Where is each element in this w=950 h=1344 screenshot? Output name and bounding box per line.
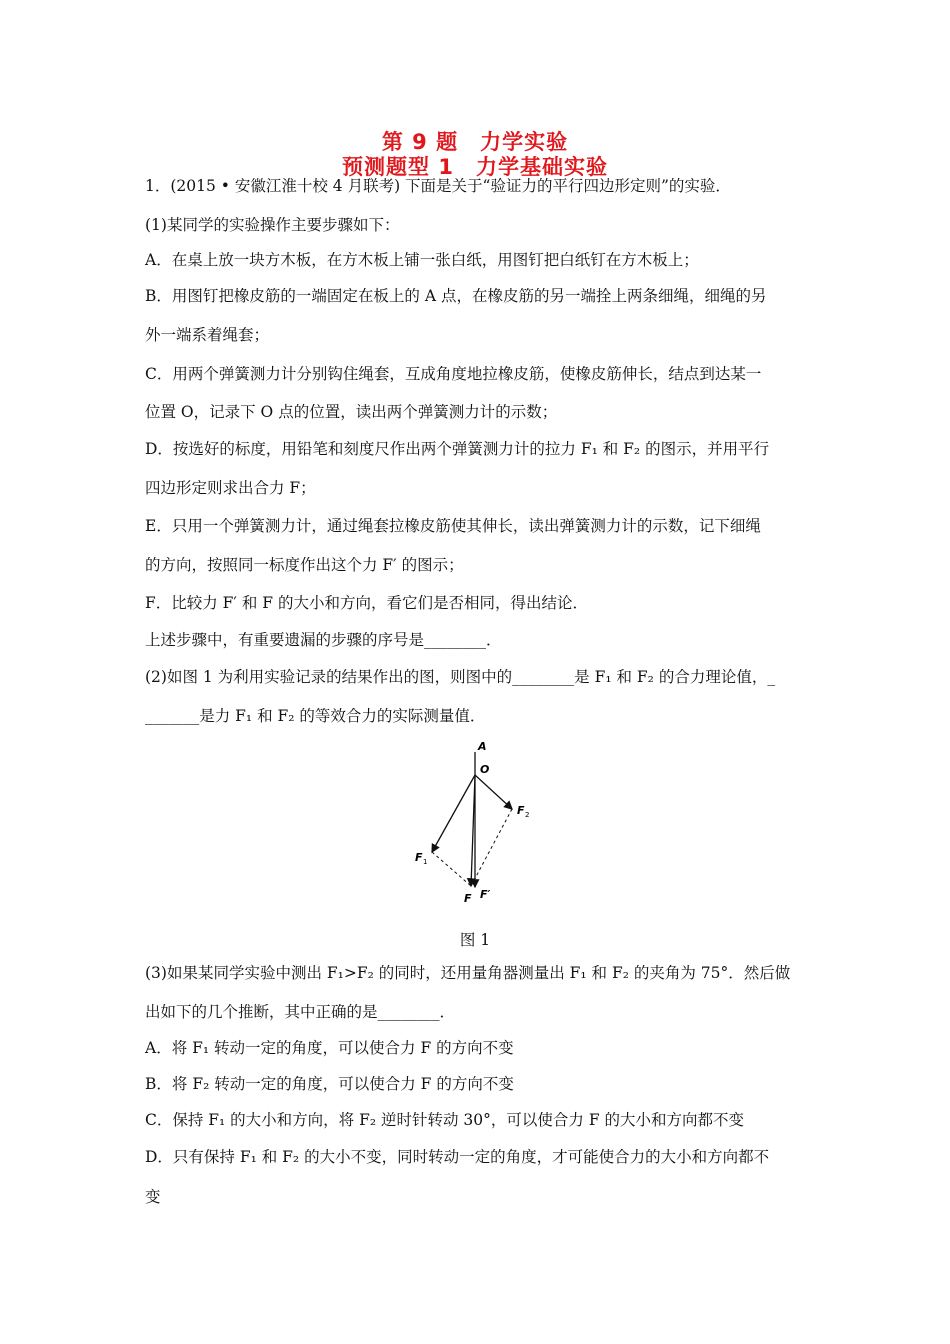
label-f1: F — [415, 851, 423, 864]
label-f-prime: F′ — [480, 888, 491, 901]
step-d-cont: 四边形定则求出合力 F； — [145, 479, 316, 497]
option-a: A．将 F₁ 转动一定的角度，可以使合力 F 的方向不变 — [145, 1039, 514, 1057]
step-a: A．在桌上放一块方木板，在方木板上铺一张白纸，用图钉把白纸钉在方木板上； — [145, 251, 699, 269]
f1-vector — [432, 775, 475, 852]
option-d: D．只有保持 F₁ 和 F₂ 的大小不变，同时转动一定的角度，才可能使合力的大小和方向都不 — [145, 1148, 770, 1166]
force-diagram — [400, 740, 550, 915]
figure-caption: 图 1 — [459, 931, 491, 949]
label-o: O — [480, 763, 490, 776]
label-f2: F — [517, 804, 525, 817]
part3-line1: (3)如果某同学实验中测出 F₁>F₂ 的同时，还用量角器测量出 F₁ 和 F₂ 的夹角为 75°．然后做 — [145, 964, 791, 982]
part1-prompt: (1)某同学的实验操作主要步骤如下： — [145, 216, 400, 234]
f2-vector — [475, 775, 512, 809]
part3-line2: 出如下的几个推断，其中正确的是________． — [145, 1003, 456, 1021]
label-a: A — [478, 740, 487, 753]
step-c-cont: 位置 O，记录下 O 点的位置，读出两个弹簧测力计的示数； — [145, 403, 558, 421]
question-intro: 1．(2015 • 安徽江淮十校 4 月联考) 下面是关于“验证力的平行四边形定则”的实验． — [145, 177, 731, 195]
label-f1-sub: 1 — [423, 858, 428, 866]
step-d: D．按选好的标度，用铅笔和刻度尺作出两个弹簧测力计的拉力 F₁ 和 F₂ 的图示，并用平行 — [145, 440, 770, 458]
step-b-cont: 外一端系着绳套； — [145, 326, 270, 344]
page-subtitle: 预测题型 1 力学基础实验 — [342, 155, 608, 179]
dashed-side-f1 — [432, 852, 471, 886]
part1-question: 上述步骤中，有重要遗漏的步骤的序号是________． — [145, 631, 502, 649]
label-f2-sub: 2 — [525, 811, 530, 819]
step-e: E．只用一个弹簧测力计，通过绳套拉橡皮筋使其伸长，读出弹簧测力计的示数，记下细绳 — [145, 517, 761, 535]
part2-line2: _______是力 F₁ 和 F₂ 的等效合力的实际测量值． — [145, 707, 486, 725]
option-b: B．将 F₂ 转动一定的角度，可以使合力 F 的方向不变 — [145, 1075, 514, 1093]
option-d-cont: 变 — [145, 1188, 161, 1206]
step-e-cont: 的方向，按照同一标度作出这个力 F′ 的图示； — [145, 556, 464, 574]
step-c: C．用两个弹簧测力计分别钩住绳套，互成角度地拉橡皮筋，使橡皮筋伸长，结点到达某一 — [145, 365, 762, 383]
step-f: F．比较力 F′ 和 F 的大小和方向，看它们是否相同，得出结论． — [145, 594, 588, 612]
page-title: 第 9 题 力学实验 — [381, 130, 569, 154]
step-b: B．用图钉把橡皮筋的一端固定在板上的 A 点，在橡皮筋的另一端拴上两条细绳，细绳的另 — [145, 287, 767, 305]
dashed-side-f2 — [471, 809, 512, 886]
part2-line1: (2)如图 1 为利用实验记录的结果作出的图，则图中的________是 F₁ 和 F₂ 的合力理论值，_ — [145, 668, 776, 686]
option-c: C．保持 F₁ 的大小和方向，将 F₂ 逆时针转动 30°，可以使合力 F 的大小和方向都不变 — [145, 1111, 745, 1129]
label-f: F — [464, 892, 472, 905]
